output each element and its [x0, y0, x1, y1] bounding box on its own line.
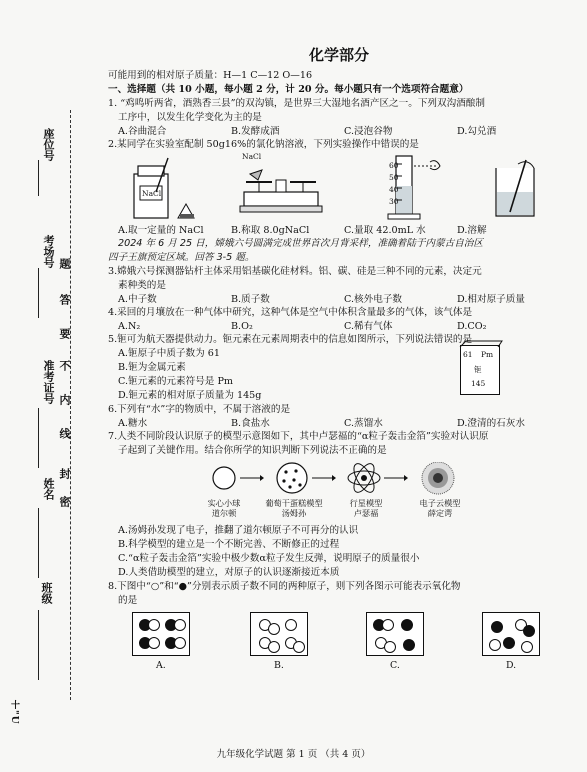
page-footer: 九年级化学试题 第 1 页 （共 4 页）	[216, 749, 371, 760]
q6-stem: 6.下列有“水”字的物质中，不属于溶液的是	[108, 404, 291, 415]
q7-model-1-person: 道尔顿	[211, 508, 237, 518]
seal-word-7: 封	[58, 468, 71, 480]
seal-word-8: 密	[58, 496, 71, 508]
q7-model-3-name: 行星模型	[349, 498, 383, 508]
q1-option-c: C.浸泡谷物	[344, 126, 393, 137]
q5-atomic-mass: 145	[471, 379, 486, 388]
q2-figure-d	[488, 158, 548, 222]
seal-word-1: 题	[58, 258, 71, 270]
q4-option-a: A.N₂	[118, 321, 141, 332]
q6-option-c: C.蒸馏水	[344, 418, 383, 429]
q2-option-c: C.量取 42.0mL 水	[344, 225, 426, 236]
q8-b-atom	[268, 641, 280, 653]
page-title: 化学部分	[308, 46, 369, 64]
q8-d-atom	[489, 639, 501, 651]
q5-atomic-number: 61	[463, 350, 473, 359]
q7-model-1	[194, 498, 254, 518]
q5-cell-3d-edge	[458, 339, 504, 349]
q8-label-c: C.	[390, 660, 400, 671]
admission-id-field: 准考证号	[42, 360, 55, 404]
seal-word-5: 内	[58, 394, 71, 406]
q7-model-4	[410, 498, 470, 518]
class-field: 班级	[40, 582, 53, 604]
q7-model-3-person: 卢瑟福	[353, 508, 379, 518]
admission-id-underline	[38, 408, 39, 468]
q8-d-atom	[491, 621, 503, 633]
q6-option-d: D.澄清的石灰水	[457, 418, 525, 429]
q8-b-atom	[293, 641, 305, 653]
q1-option-a: A.谷曲混合	[118, 126, 167, 137]
q2-options	[108, 224, 570, 237]
q2-option-b: B.称取 8.0gNaCl	[231, 225, 310, 236]
q7-option-c: C.“α粒子轰击金箔”实验中极少数α粒子发生反弹，说明原子的质量很小	[118, 553, 420, 564]
q7-option-d: D.人类借助模型的建立，对原子的认识逐渐接近本质	[118, 567, 340, 578]
q1-option-b: B.发酵成酒	[231, 126, 280, 137]
q8-c-atom	[382, 619, 394, 631]
seal-word-4: 不	[58, 360, 71, 372]
q5-symbol: Pm	[481, 350, 494, 359]
q3-option-a: A.中子数	[118, 294, 157, 305]
q5-stem: 5.钷可为航天器提供动力。钷元素在元素周期表中的信息如图所示，下列说法错误的是	[108, 334, 473, 345]
q6-option-b: B.食盐水	[231, 418, 270, 429]
q4-option-c: C.稀有气体	[344, 321, 393, 332]
atomic-mass-note: 可能用到的相对原子质量：H—1 C—12 O—16	[108, 70, 313, 81]
q7-model-2	[264, 498, 324, 518]
q8-d-atom	[503, 637, 515, 649]
binding-margin	[0, 0, 92, 772]
q7-model-1-name: 实心小球	[207, 498, 241, 508]
seal-word-3: 要	[58, 328, 71, 340]
q4-option-d: D.CO₂	[457, 321, 487, 332]
q8-b-atom	[285, 619, 297, 631]
q7-stem-2: 子起到了关键作用。结合你所学的知识判断下列说法不正确的是	[118, 445, 387, 456]
q8-a-atom	[174, 637, 186, 649]
q7-stem-1: 7.人类不同阶段认识原子的模型示意图如下，其中卢瑟福的“α粒子轰击金箔”实验对认识原	[108, 431, 489, 442]
q8-stem-2: 的是	[118, 595, 138, 606]
q8-c-atom	[384, 641, 396, 653]
q2-option-d: D.溶解	[457, 225, 487, 236]
class-underline	[38, 610, 39, 680]
q5-element-cell	[460, 345, 500, 395]
q3-option-c: C.核外电子数	[344, 294, 403, 305]
q2-option-a: A.取一定量的 NaCl	[118, 225, 204, 236]
q5-block	[108, 347, 570, 403]
q7-model-2-person: 汤姆孙	[281, 508, 307, 518]
q8-box-c	[366, 612, 424, 656]
q7-model-4-name: 电子云模型	[419, 498, 461, 508]
q3-options	[108, 293, 570, 306]
q1-option-d: D.勾兑酒	[457, 126, 497, 137]
passage-line-2: 四子王旗预定区域。回答 3-5 题。	[108, 252, 255, 263]
q4-options	[108, 320, 570, 333]
q4-option-b: B.O₂	[231, 321, 253, 332]
q7-model-2-name: 葡萄干蛋糕模型	[265, 498, 323, 508]
q8-label-d: D.	[506, 660, 517, 671]
q8-a-atom	[174, 619, 186, 631]
section-heading: 一、选择题（共 10 小题，每小题 2 分，计 20 分。每小题只有一个选项符合题意）	[108, 84, 469, 95]
q2-stem: 2.某同学在实验室配制 50g16%的氯化钠溶液，下列实验操作中错误的是	[108, 139, 419, 150]
exam-room-underline	[38, 268, 39, 318]
q8-d-atom	[523, 625, 535, 637]
q8-a-atom	[148, 619, 160, 631]
exam-room-field: 考场号	[42, 235, 55, 268]
seat-number-field: 座位号	[42, 128, 55, 161]
passage-line-1: 2024 年 6 月 25 日，嫦娥六号圆满完成世界首次月背采样，准确着陆于内蒙古自治区	[118, 238, 483, 249]
q8-box-b	[250, 612, 308, 656]
q6-options	[108, 417, 570, 430]
q8-b-atom	[268, 623, 280, 635]
name-underline	[38, 508, 39, 578]
q1-options	[108, 125, 570, 138]
exam-content	[108, 44, 570, 674]
q8-a-atom	[148, 637, 160, 649]
q8-c-atom	[401, 619, 413, 631]
q1-stem-1: 1. “鸡鸣听两省，酒熟香三县”的双沟镇，是世界三大湿地名酒产区之一。下列双沟酒酿制	[108, 98, 485, 109]
q3-option-b: B.质子数	[231, 294, 270, 305]
q6-option-a: A.糖水	[118, 418, 148, 429]
q5-option-b: B.钷为金属元素	[118, 362, 186, 373]
corner-mark: 十"U	[9, 700, 19, 725]
q7-models	[108, 458, 570, 524]
q5-option-d: D.钷元素的相对原子质量为 145g	[118, 390, 262, 401]
q2-cyl-tick-40: 40	[389, 185, 399, 194]
q8-c-atom	[403, 639, 415, 651]
q8-d-atom	[521, 641, 533, 653]
q5-option-a: A.钷原子中质子数为 61	[118, 348, 220, 359]
q2-figures	[108, 152, 570, 224]
q2-cyl-tick-50: 50	[389, 173, 399, 182]
q7-model-3	[336, 498, 396, 518]
q2-nacl-scale-label: NaCl	[242, 152, 262, 161]
seal-word-6: 线	[58, 428, 71, 440]
q7-option-b: B.科学模型的建立是一个不断完善、不断修正的过程	[118, 539, 340, 550]
name-field: 姓名	[42, 478, 55, 500]
seal-word-2: 答	[58, 294, 71, 306]
q5-option-c: C.钷元素的元素符号是 Pm	[118, 376, 233, 387]
q8-box-a	[132, 612, 190, 656]
q3-option-d: D.相对原子质量	[457, 294, 525, 305]
q5-element-name: 钷	[474, 365, 482, 374]
q8-stem-1: 8.下图中“○”和“●”分别表示质子数不同的两种原子，则下列各图示可能表示氧化物	[108, 581, 461, 592]
q7-model-drawings	[208, 462, 538, 498]
q7-option-a: A.汤姆孙发现了电子，推翻了道尔顿原子不可再分的认识	[118, 525, 359, 536]
seat-underline	[38, 160, 39, 196]
q2-nacl-jar-label: NaCl	[142, 189, 162, 198]
q3-stem-2: 素种类的是	[118, 280, 166, 291]
q2-cyl-tick-60: 60	[389, 161, 399, 170]
q8-box-d	[482, 612, 540, 656]
q2-figure-b	[236, 152, 326, 222]
q4-stem: 4.采回的月壤放在一种气体中研究，这种气体是空气中体积含量最多的气体，该气体是	[108, 307, 473, 318]
q2-cyl-tick-30: 30	[389, 197, 399, 206]
q7-model-4-person: 薛定谔	[427, 508, 453, 518]
q3-stem-1: 3.嫦娥六号探测器钻杆主体采用铝基碳化硅材料。铝、碳、硅是三种不同的元素，决定元	[108, 266, 482, 277]
q8-label-b: B.	[274, 660, 284, 671]
q1-stem-2: 工序中，以发生化学变化为主的是	[118, 112, 262, 123]
q8-label-a: A.	[156, 660, 166, 671]
q8-figures	[108, 608, 570, 674]
